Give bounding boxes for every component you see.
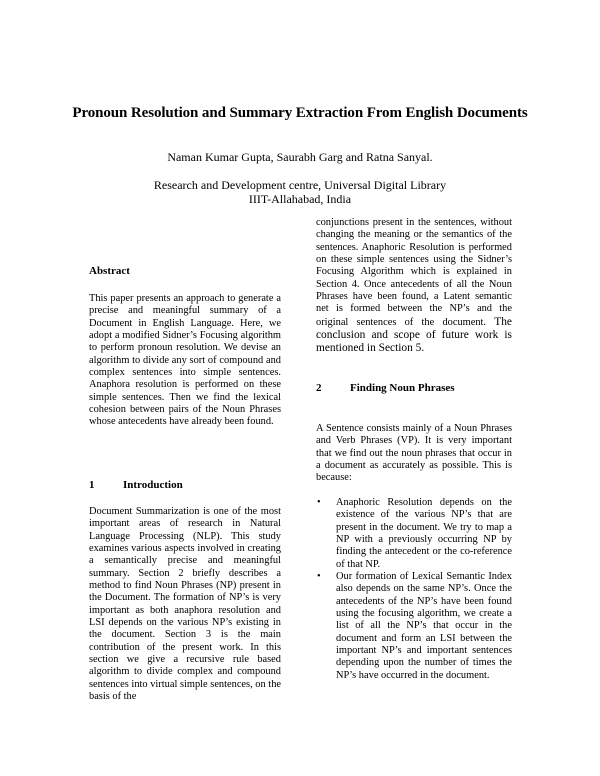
- introduction-paragraph: Document Summarization is one of the most important areas of research in Natural Language Processing (NLP). This study examines various aspects involved in creating a semantically precise and meaningful summary. Section 2 briefly describes a method to find Noun Phrases (NP) present in the Document. The formation of NP’s is very important as both anaphora resolution and LSI depends on the various NP’s existing in the document. Section 3 is the main contribution of the present work. In this section we give a recursive rule based algorithm to divide complex and compound sentences into virtual simple sentences, on the basis of the: [89, 506, 281, 703]
- section-2-heading: [316, 382, 455, 394]
- section-1-number: 1: [89, 479, 95, 491]
- bullet-text: Anaphoric Resolution depends on the existence of the various NP’s that are present in the document. We try to map a NP with a previously occurring NP by finding the antecedent or the co-reference of that NP.: [336, 497, 512, 570]
- abstract-paragraph: This paper presents an approach to generate a precise and meaningful summary of a Document in English Language. Here, we adopt a modified Sidner’s Focusing algorithm to perform pronoun resolution. We devise an algorithm to divide any sort of compound and complex sentences into simple sentences. Anaphora resolution is performed on these simple sentences. Then we find the lexical cohesion between pairs of the Noun Phrases whose antecedents have already been found.: [89, 293, 281, 428]
- affiliation-line-1: Research and Development centre, Universal Digital Library: [153, 178, 447, 192]
- continuation-tail: The conclusion and scope of future work is mentioned in Section 5.: [316, 315, 512, 355]
- section-2-title: Finding Noun Phrases: [350, 382, 455, 394]
- section-2-body: [316, 423, 512, 485]
- abstract-body: [89, 293, 281, 429]
- section-2-number: 2: [316, 382, 322, 394]
- bullet-marker: •: [317, 497, 321, 508]
- section-1-title: Introduction: [123, 479, 183, 491]
- list-item: [316, 497, 512, 571]
- section-2-paragraph: A Sentence consists mainly of a Noun Phrases and Verb Phrases (VP). It is very important that we find out the noun phrases that occur in a document as accurately as possible. This is because:: [316, 423, 512, 484]
- affiliation-line-2: IIIT-Allahabad, India: [248, 192, 352, 206]
- list-item: [316, 571, 512, 682]
- section-2-bullet-list: [316, 497, 512, 682]
- author-list: Naman Kumar Gupta, Saurabh Garg and Ratna Sanyal.: [167, 150, 433, 164]
- introduction-body: [89, 506, 281, 704]
- bullet-text: Our formation of Lexical Semantic Index also depends on the same NP’s. Once the antecedents of the NP’s have been found using the focusing algorithm, we create a list of all the NP’s that occur in the document and form an LSI between the important NP’s and important sentences depending upon the number of times the NP’s have occurred in the document.: [336, 571, 512, 681]
- bullet-marker: •: [317, 571, 321, 583]
- paper-title: Pronoun Resolution and Summary Extraction From English Documents: [72, 105, 528, 121]
- continuation-paragraph: conjunctions present in the sentences, without changing the meaning or the semantics of the sentences. Anaphoric Resolution is performed on these simple sentences using the Sidner’s Focusing Algorithm which is explained in Section 4. Once antecedents of all the Noun Phrases have been found, a Latent semantic net is formed between the NP’s and the original sentences of the document.: [316, 217, 512, 328]
- abstract-heading: Abstract: [89, 265, 130, 277]
- section-1-heading: [89, 479, 183, 491]
- right-column-continuation: [316, 217, 512, 356]
